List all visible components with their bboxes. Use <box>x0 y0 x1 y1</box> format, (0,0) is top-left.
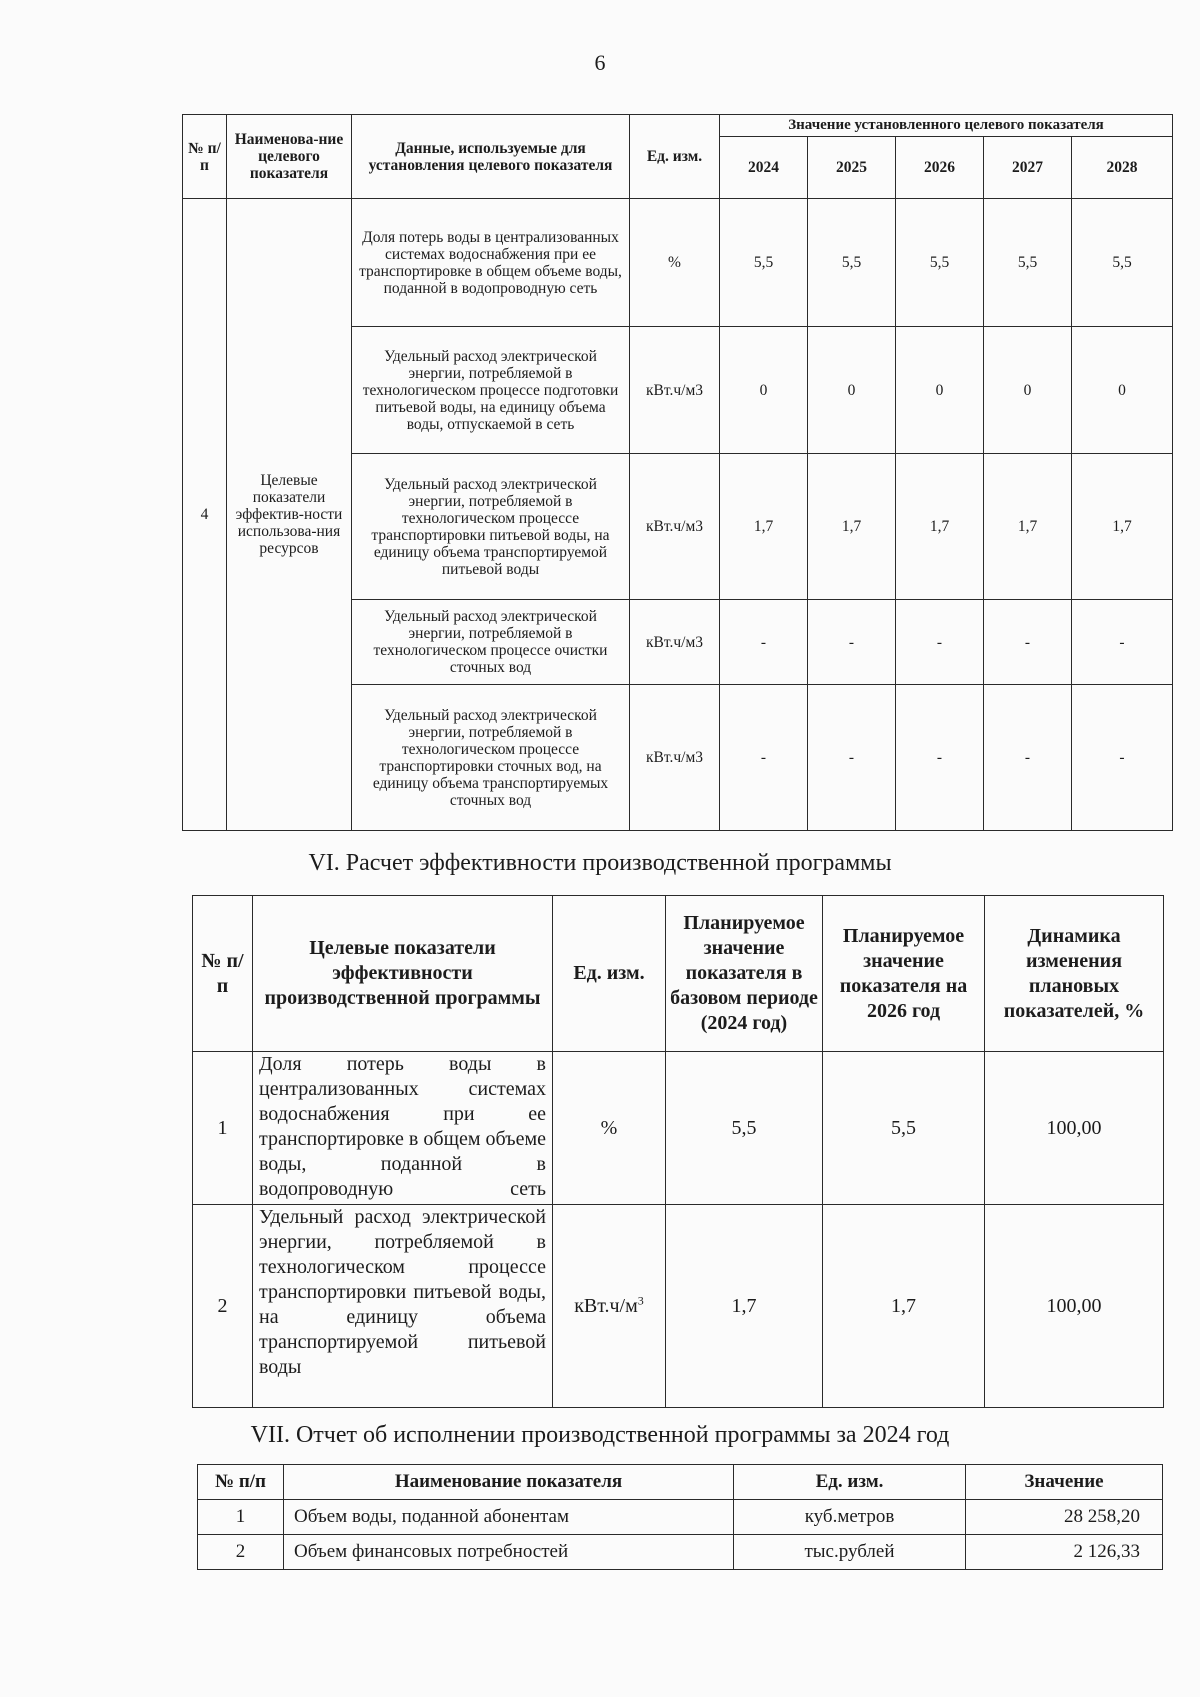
header-name: Наименова-ние целевого показателя <box>227 115 352 199</box>
row-desc: Доля потерь воды в централизованных системах водоснабжения при ее транспортировке в общем объеме воды, поданной в водопроводную сеть <box>352 199 630 327</box>
row-unit: кВт.ч/м3 <box>630 685 720 831</box>
header-year: 2027 <box>984 137 1072 199</box>
row-base: 5,5 <box>666 1052 823 1205</box>
row-value: 1,7 <box>984 454 1072 600</box>
table-row <box>198 1535 1163 1570</box>
row-dynamics: 100,00 <box>985 1052 1164 1205</box>
header-num: № п/п <box>193 896 253 1052</box>
row-value: - <box>720 600 808 685</box>
row-base: 1,7 <box>666 1205 823 1408</box>
unit-text: кВт.ч/м <box>574 1294 638 1317</box>
row-num: 2 <box>198 1535 284 1570</box>
header-value-group: Значение установленного целевого показателя <box>720 115 1173 137</box>
row-value: 5,5 <box>984 199 1072 327</box>
table-row <box>193 1205 1164 1408</box>
row-num: 1 <box>193 1052 253 1205</box>
header-year: 2024 <box>720 137 808 199</box>
row-unit: кВт.ч/м3 <box>630 454 720 600</box>
row-dynamics: 100,00 <box>985 1205 1164 1408</box>
header-data: Данные, используемые для установления целевого показателя <box>352 115 630 199</box>
header-plan: Планируемое значение показателя на 2026 год <box>823 896 985 1052</box>
row-value: 5,5 <box>720 199 808 327</box>
row-value: 28 258,20 <box>966 1500 1163 1535</box>
row-unit <box>553 1205 666 1408</box>
row-name: Объем финансовых потребностей <box>284 1535 734 1570</box>
row-plan: 5,5 <box>823 1052 985 1205</box>
row-unit: % <box>630 199 720 327</box>
row-desc: Удельный расход электрической энергии, потребляемой в технологическом процессе транспортировки сточных вод, на единицу объема транспортируемых сточных вод <box>352 685 630 831</box>
header-base: Планируемое значение показателя в базовом периоде (2024 год) <box>666 896 823 1052</box>
row-value: - <box>896 685 984 831</box>
group-num: 4 <box>183 199 227 831</box>
row-value: - <box>896 600 984 685</box>
row-value: 0 <box>896 327 984 454</box>
row-value: 0 <box>808 327 896 454</box>
row-unit: кВт.ч/м3 <box>630 600 720 685</box>
row-value: 1,7 <box>720 454 808 600</box>
row-unit: тыс.рублей <box>734 1535 966 1570</box>
row-num: 2 <box>193 1205 253 1408</box>
row-value: 1,7 <box>1072 454 1173 600</box>
header-dynamics: Динамика изменения плановых показателей, % <box>985 896 1164 1052</box>
header-year: 2028 <box>1072 137 1173 199</box>
row-plan: 1,7 <box>823 1205 985 1408</box>
header-name: Наименование показателя <box>284 1465 734 1500</box>
row-name: Объем воды, поданной абонентам <box>284 1500 734 1535</box>
row-value: 0 <box>984 327 1072 454</box>
row-unit: куб.метров <box>734 1500 966 1535</box>
row-value: 0 <box>720 327 808 454</box>
row-desc: Удельный расход электрической энергии, потребляемой в технологическом процессе очистки сточных вод <box>352 600 630 685</box>
row-value: 5,5 <box>1072 199 1173 327</box>
row-value: - <box>984 685 1072 831</box>
table-row <box>193 1052 1164 1205</box>
row-value: 0 <box>1072 327 1173 454</box>
table-row <box>198 1500 1163 1535</box>
row-value: - <box>808 600 896 685</box>
report-table <box>197 1464 1163 1570</box>
header-unit: Ед. изм. <box>553 896 666 1052</box>
row-value: - <box>1072 685 1173 831</box>
row-unit: кВт.ч/м3 <box>630 327 720 454</box>
row-desc: Удельный расход электрической энергии, потребляемой в технологическом процессе подготовки питьевой воды, на единицу объема воды, отпускаемой в сеть <box>352 327 630 454</box>
row-name: Удельный расход электрической энергии, потребляемой в технологическом процессе транспортировки питьевой воды, на единицу объема транспортируемой питьевой воды <box>253 1205 553 1408</box>
row-desc: Удельный расход электрической энергии, потребляемой в технологическом процессе транспортировки питьевой воды, на единицу объема транспортируемой питьевой воды <box>352 454 630 600</box>
table-row <box>183 199 1173 327</box>
row-value: 1,7 <box>896 454 984 600</box>
row-value: 5,5 <box>808 199 896 327</box>
row-value: 1,7 <box>808 454 896 600</box>
header-year: 2026 <box>896 137 984 199</box>
group-name: Целевые показатели эффектив-ности использова-ния ресурсов <box>227 199 352 831</box>
targets-table <box>182 114 1173 831</box>
row-value: - <box>808 685 896 831</box>
row-value: 2 126,33 <box>966 1535 1163 1570</box>
header-year: 2025 <box>808 137 896 199</box>
page-number: 6 <box>594 50 606 75</box>
row-num: 1 <box>198 1500 284 1535</box>
unit-superscript: 3 <box>637 1292 644 1307</box>
header-num: № п/п <box>183 115 227 199</box>
row-name: Доля потерь воды в централизованных системах водоснабжения при ее транспортировке в общем объеме воды, поданной в водопроводную сеть <box>253 1052 553 1205</box>
header-unit: Ед. изм. <box>630 115 720 199</box>
header-value: Значение <box>966 1465 1163 1500</box>
row-value: - <box>720 685 808 831</box>
row-unit: % <box>553 1052 666 1205</box>
header-num: № п/п <box>198 1465 284 1500</box>
section-7-title: VII. Отчет об исполнении производственной программы за 2024 год <box>250 1422 950 1448</box>
row-value: 5,5 <box>896 199 984 327</box>
section-6-title: VI. Расчет эффективности производственной программы <box>308 850 892 876</box>
row-value: - <box>984 600 1072 685</box>
efficiency-table <box>192 895 1164 1408</box>
header-unit: Ед. изм. <box>734 1465 966 1500</box>
header-name: Целевые показатели эффективности производственной программы <box>253 896 553 1052</box>
row-value: - <box>1072 600 1173 685</box>
